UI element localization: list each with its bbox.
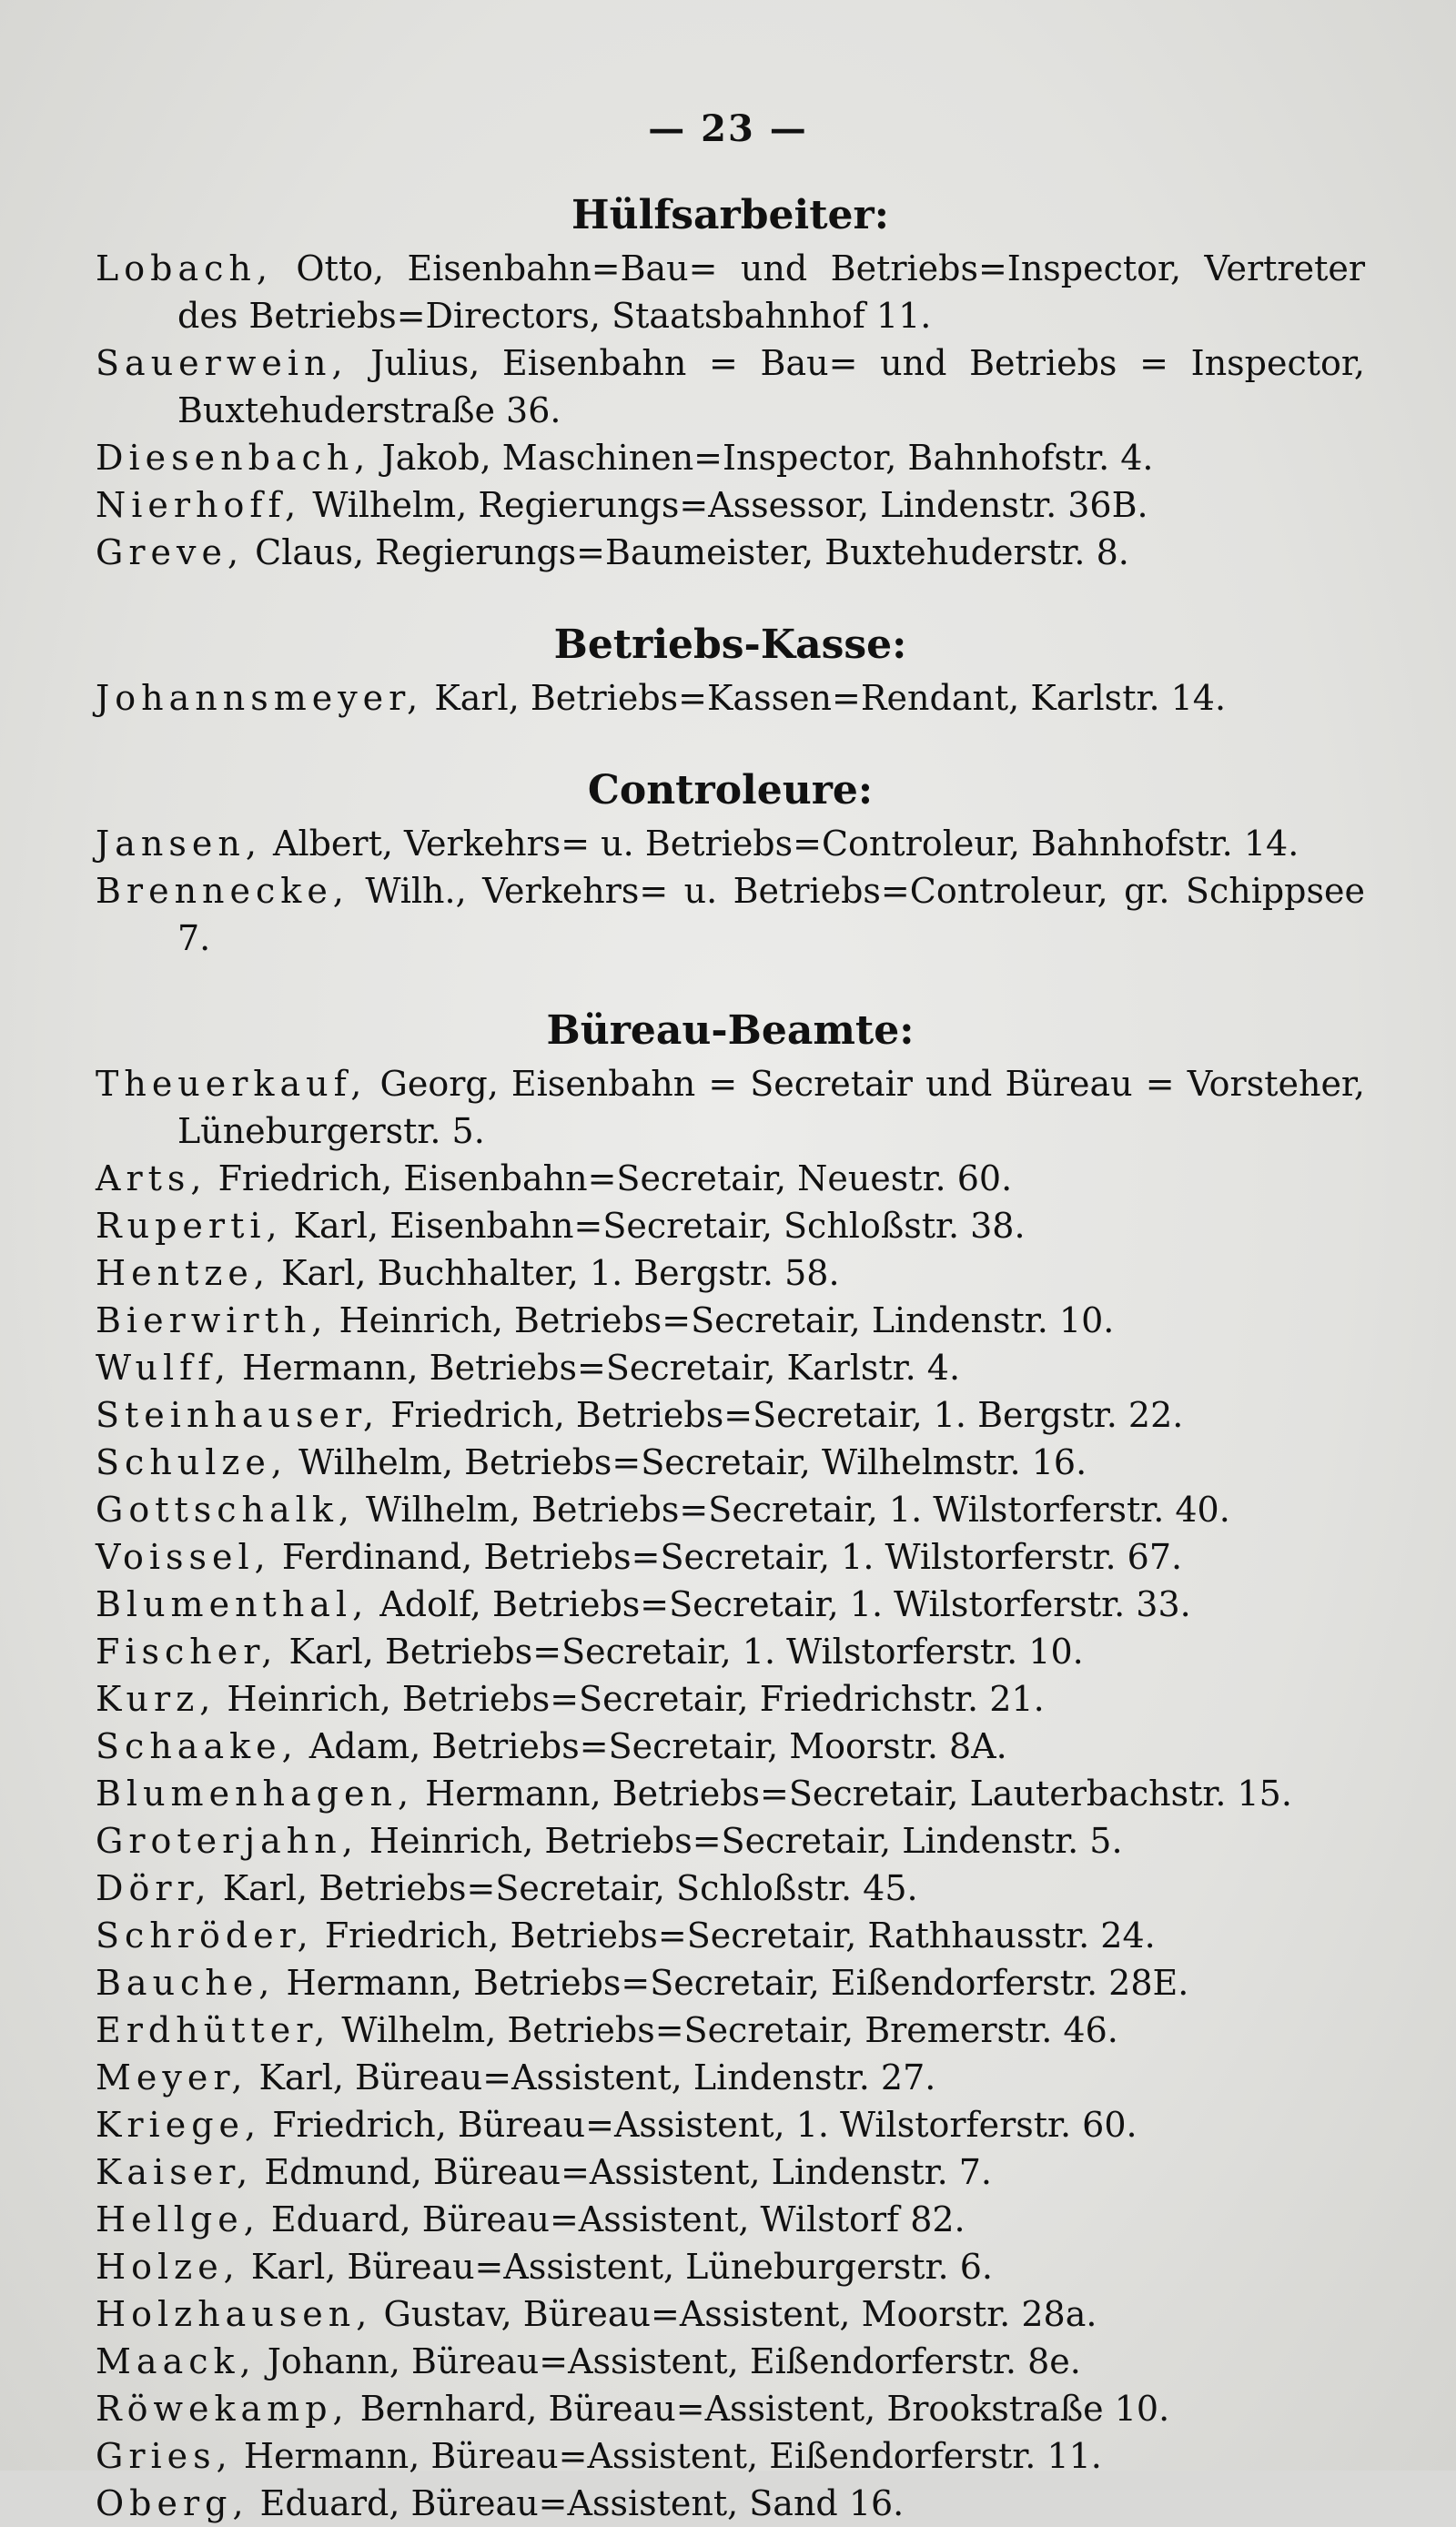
- entry-surname: Hellge,: [96, 2199, 260, 2239]
- entry-details: Heinrich, Betriebs=Secretair, Lindenstr. 5.: [369, 1821, 1123, 1861]
- entry-surname: Hentze,: [96, 1253, 270, 1293]
- list-item: [96, 1202, 1365, 1249]
- entry-surname: Schaake,: [96, 1726, 298, 1766]
- entry-surname: Groterjahn,: [96, 1821, 359, 1861]
- entry-surname: Röwekamp,: [96, 2389, 349, 2429]
- entry-details: Karl, Eisenbahn=Secretair, Schloßstr. 38.: [293, 1206, 1026, 1246]
- entry-details: Wilhelm, Betriebs=Secretair, Bremerstr. 46.: [341, 2010, 1118, 2050]
- entry-surname: Blumenthal,: [96, 1584, 369, 1624]
- entry-details: Wilhelm, Betriebs=Secretair, Wilhelmstr. 16.: [298, 1442, 1087, 1482]
- section-huelfsarbeiter: [96, 187, 1365, 576]
- section-title: Büreau-Beamte:: [546, 1007, 915, 1054]
- entry-details: Heinrich, Betriebs=Secretair, Friedrichstr. 21.: [227, 1679, 1045, 1719]
- entry-details: Wilhelm, Betriebs=Secretair, 1. Wilstorferstr. 40.: [366, 1490, 1230, 1530]
- entry-surname: Schröder,: [96, 1915, 314, 1956]
- list-item: [96, 1155, 1365, 1202]
- entry-surname: Gries,: [96, 2436, 233, 2476]
- list-item: [96, 1912, 1365, 1959]
- list-item: [96, 867, 1365, 962]
- entry-details: Heinrich, Betriebs=Secretair, Lindenstr. 10.: [339, 1300, 1115, 1340]
- entry-details: Otto, Eisenbahn=Bau= und Betriebs=Inspector, Vertreter des Betriebs=Directors, Staatsbahnhof 11.: [177, 248, 1365, 336]
- entry-surname: Voissel,: [96, 1537, 271, 1577]
- list-item: [96, 1959, 1365, 2006]
- list-item: [96, 2006, 1365, 2054]
- entry-surname: Dörr,: [96, 1868, 212, 1908]
- entry-surname: Blumenhagen,: [96, 1774, 415, 1814]
- entry-surname: Steinhauser,: [96, 1395, 380, 1435]
- entry-surname: Bierwirth,: [96, 1300, 329, 1340]
- list-item: [96, 1439, 1365, 1486]
- entry-surname: Holzhausen,: [96, 2294, 373, 2334]
- entry-details: Hermann, Betriebs=Secretair, Eißendorferstr. 28E.: [286, 1963, 1189, 2003]
- entry-details: Albert, Verkehrs= u. Betriebs=Controleur, Bahnhofstr. 14.: [273, 824, 1299, 864]
- list-item: [96, 1581, 1365, 1628]
- page-number: — 23 —: [648, 107, 808, 150]
- section-title: Hülfsarbeiter:: [571, 192, 889, 238]
- list-item: [96, 481, 1365, 529]
- entry-details: Friedrich, Büreau=Assistent, 1. Wilstorferstr. 60.: [272, 2105, 1138, 2145]
- list-item: [96, 339, 1365, 434]
- list-item: [96, 2148, 1365, 2196]
- entry-details: Karl, Buchhalter, 1. Bergstr. 58.: [281, 1253, 840, 1293]
- entry-surname: Kriege,: [96, 2105, 262, 2145]
- entry-surname: Kurz,: [96, 1679, 217, 1719]
- entry-surname: Meyer,: [96, 2057, 248, 2097]
- directory-content: [96, 187, 1365, 2527]
- list-item: [96, 529, 1365, 576]
- list-item: [96, 1060, 1365, 1155]
- list-item: [96, 1865, 1365, 1912]
- list-item: [96, 1628, 1365, 1675]
- list-item: [96, 2432, 1365, 2480]
- entry-details: Friedrich, Betriebs=Secretair, Rathhausstr. 24.: [324, 1915, 1156, 1956]
- entry-details: Edmund, Büreau=Assistent, Lindenstr. 7.: [264, 2152, 992, 2192]
- list-item: [96, 1249, 1365, 1297]
- entry-details: Karl, Betriebs=Secretair, 1. Wilstorferstr. 10.: [288, 1632, 1084, 1672]
- entry-details: Eduard, Büreau=Assistent, Sand 16.: [259, 2483, 905, 2523]
- entry-surname: Erdhütter,: [96, 2010, 331, 2050]
- entry-details: Friedrich, Betriebs=Secretair, 1. Bergstr. 22.: [390, 1395, 1184, 1435]
- entry-surname: Oberg,: [96, 2483, 249, 2523]
- entry-details: Georg, Eisenbahn = Secretair und Büreau = Vorsteher, Lüneburgerstr. 5.: [177, 1064, 1365, 1151]
- list-item: [96, 1486, 1365, 1533]
- entry-surname: Gottschalk,: [96, 1490, 355, 1530]
- entry-surname: Bauche,: [96, 1963, 276, 2003]
- list-item: [96, 674, 1365, 722]
- list-item: [96, 1533, 1365, 1581]
- list-item: [96, 1391, 1365, 1439]
- entry-details: Ferdinand, Betriebs=Secretair, 1. Wilstorferstr. 67.: [281, 1537, 1183, 1577]
- section-title: Controleure:: [587, 767, 874, 814]
- entry-details: Adam, Betriebs=Secretair, Moorstr. 8A.: [308, 1726, 1007, 1766]
- section-spacer: [96, 962, 1365, 1002]
- entry-surname: Lobach,: [96, 248, 273, 288]
- section-spacer: [96, 576, 1365, 616]
- entry-surname: Brennecke,: [96, 871, 349, 911]
- list-item: [96, 1344, 1365, 1391]
- entry-surname: Arts,: [96, 1158, 207, 1198]
- entry-surname: Ruperti,: [96, 1206, 283, 1246]
- entry-details: Adolf, Betriebs=Secretair, 1. Wilstorferstr. 33.: [379, 1584, 1191, 1624]
- entry-details: Friedrich, Eisenbahn=Secretair, Neuestr. 60.: [217, 1158, 1013, 1198]
- entry-details: Bernhard, Büreau=Assistent, Brookstraße 10.: [359, 2389, 1170, 2429]
- entry-details: Claus, Regierungs=Baumeister, Buxtehuderstr. 8.: [255, 532, 1129, 572]
- list-item: [96, 1770, 1365, 1817]
- entry-details: Eduard, Büreau=Assistent, Wilstorf 82.: [270, 2199, 966, 2239]
- entry-surname: Jansen,: [96, 824, 262, 864]
- entry-details: Hermann, Betriebs=Secretair, Lauterbachstr. 15.: [425, 1774, 1292, 1814]
- entry-details: Karl, Betriebs=Kassen=Rendant, Karlstr. 14.: [434, 678, 1227, 718]
- entry-surname: Maack,: [96, 2341, 257, 2381]
- list-item: [96, 1723, 1365, 1770]
- section-betriebs-kasse: [96, 616, 1365, 722]
- list-item: [96, 2338, 1365, 2385]
- entry-surname: Wulff,: [96, 1348, 231, 1388]
- section-spacer: [96, 722, 1365, 762]
- list-item: [96, 2243, 1365, 2290]
- entry-surname: Schulze,: [96, 1442, 288, 1482]
- list-item: [96, 2196, 1365, 2243]
- entry-surname: Fischer,: [96, 1632, 278, 1672]
- list-item: [96, 2385, 1365, 2432]
- section-title: Betriebs-Kasse:: [553, 622, 907, 668]
- entry-details: Hermann, Betriebs=Secretair, Karlstr. 4.: [242, 1348, 961, 1388]
- entry-details: Gustav, Büreau=Assistent, Moorstr. 28a.: [383, 2294, 1097, 2334]
- entry-details: Wilhelm, Regierungs=Assessor, Lindenstr. 36B.: [312, 485, 1148, 525]
- entry-surname: Theuerkauf,: [96, 1064, 368, 1104]
- entry-surname: Nierhoff,: [96, 485, 302, 525]
- entry-surname: Johannsmeyer,: [96, 678, 424, 718]
- list-item: [96, 2054, 1365, 2101]
- list-item: [96, 2290, 1365, 2338]
- list-item: [96, 245, 1365, 339]
- entry-surname: Sauerwein,: [96, 343, 349, 383]
- entry-surname: Kaiser,: [96, 2152, 254, 2192]
- entry-surname: Greve,: [96, 532, 245, 572]
- entry-details: Hermann, Büreau=Assistent, Eißendorferstr. 11.: [243, 2436, 1102, 2476]
- section-bureau-beamte: [96, 1002, 1365, 2527]
- list-item: [96, 2101, 1365, 2148]
- list-item: [96, 1675, 1365, 1723]
- list-item: [96, 434, 1365, 481]
- entry-surname: Diesenbach,: [96, 438, 371, 478]
- entry-details: Karl, Büreau=Assistent, Lüneburgerstr. 6.: [250, 2247, 993, 2287]
- entry-details: Julius, Eisenbahn = Bau= und Betriebs = Inspector, Buxtehuderstraße 36.: [177, 343, 1365, 430]
- entry-surname: Holze,: [96, 2247, 240, 2287]
- entry-details: Johann, Büreau=Assistent, Eißendorferstr. 8e.: [267, 2341, 1081, 2381]
- list-item: [96, 2480, 1365, 2527]
- section-controleure: [96, 762, 1365, 962]
- entry-details: Wilh., Verkehrs= u. Betriebs=Controleur, gr. Schippsee 7.: [177, 871, 1365, 958]
- list-item: [96, 820, 1365, 867]
- entry-details: Karl, Büreau=Assistent, Lindenstr. 27.: [258, 2057, 936, 2097]
- list-item: [96, 1297, 1365, 1344]
- entry-details: Karl, Betriebs=Secretair, Schloßstr. 45.: [222, 1868, 918, 1908]
- entry-details: Jakob, Maschinen=Inspector, Bahnhofstr. 4.: [381, 438, 1154, 478]
- list-item: [96, 1817, 1365, 1865]
